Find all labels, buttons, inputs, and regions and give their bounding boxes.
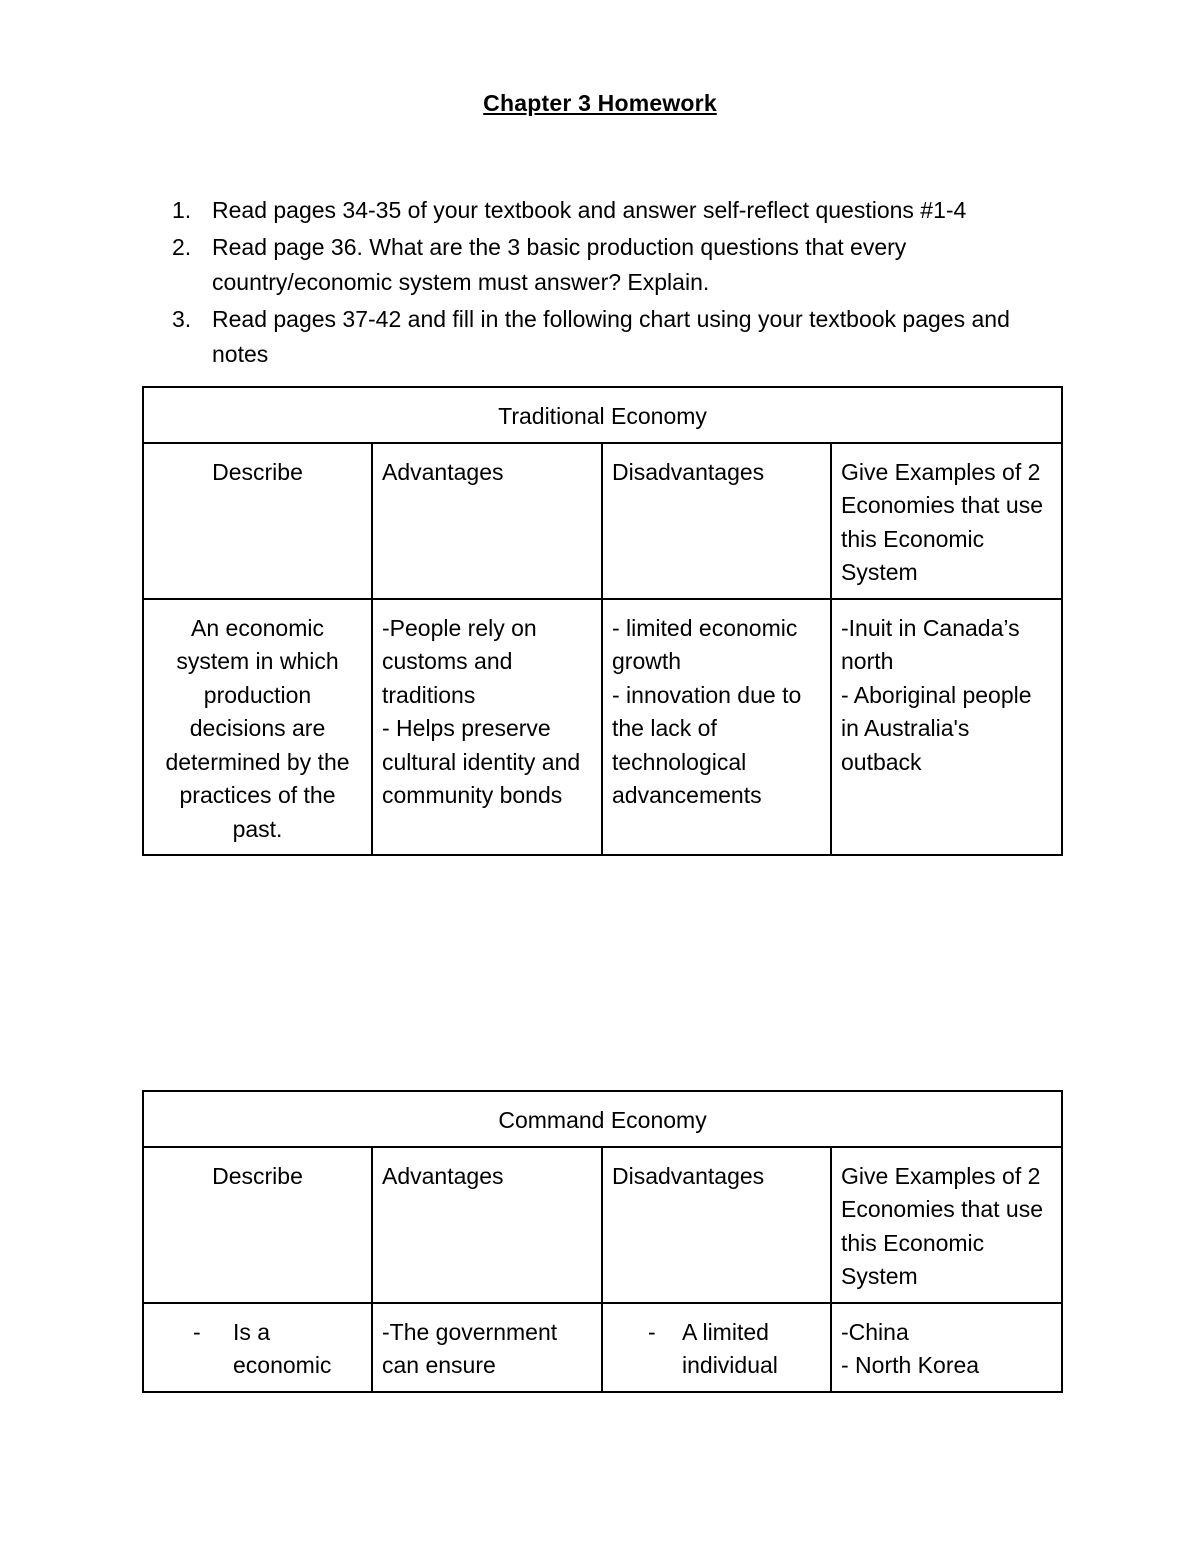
examples-cell <box>831 599 1062 856</box>
question-list <box>172 193 1052 374</box>
examples-cell <box>831 1303 1062 1392</box>
disadvantage-item: - limited economic growth <box>612 614 798 674</box>
question-number: 2. <box>172 234 192 260</box>
example-item: -China <box>841 1318 909 1345</box>
question-item <box>172 230 1052 300</box>
column-header-examples: Give Examples of 2 Economies that use this Economic System <box>831 443 1062 599</box>
bullet-dash: - <box>193 1318 201 1345</box>
advantages-cell: -The government can ensure <box>372 1303 602 1392</box>
example-item: - North Korea <box>841 1352 980 1378</box>
table-heading: Command Economy <box>143 1091 1062 1147</box>
bullet-dash: - <box>648 1318 656 1345</box>
question-item <box>172 302 1052 372</box>
column-header-disadvantages: Disadvantages <box>602 1147 831 1303</box>
column-header-advantages: Advantages <box>372 1147 602 1303</box>
traditional-economy-table <box>142 386 1063 856</box>
column-header-describe: Describe <box>143 443 372 599</box>
column-header-advantages: Advantages <box>372 443 602 599</box>
example-item: - Aboriginal people in Australia's outback <box>841 681 1032 775</box>
example-item: -Inuit in Canada’s north <box>841 614 1020 674</box>
question-text: Read pages 37-42 and fill in the following chart using your textbook pages and notes <box>212 306 1010 367</box>
question-item <box>172 193 1052 228</box>
advantages-cell <box>372 599 602 856</box>
describe-cell <box>143 1303 372 1392</box>
question-number: 1. <box>172 197 192 223</box>
disadvantages-text: A limited individual <box>682 1318 778 1378</box>
question-number: 3. <box>172 306 192 332</box>
table-heading: Traditional Economy <box>143 387 1062 443</box>
page-title: Chapter 3 Homework <box>483 90 717 116</box>
describe-text: Is a economic <box>233 1318 332 1378</box>
disadvantages-cell <box>602 599 831 856</box>
column-header-examples: Give Examples of 2 Economies that use this Economic System <box>831 1147 1062 1303</box>
disadvantages-cell <box>602 1303 831 1392</box>
column-header-disadvantages: Disadvantages <box>602 443 831 599</box>
advantage-item: -People rely on customs and traditions <box>382 614 537 708</box>
command-economy-table <box>142 1090 1063 1393</box>
column-header-describe: Describe <box>143 1147 372 1303</box>
question-text: Read pages 34-35 of your textbook and answer self-reflect questions #1-4 <box>212 197 967 223</box>
question-text: Read page 36. What are the 3 basic production questions that every country/economic system must answer? Explain. <box>212 234 907 295</box>
describe-cell: An economic system in which production decisions are determined by the practices of the past. <box>143 599 372 856</box>
advantage-item: - Helps preserve cultural identity and community bonds <box>382 715 581 808</box>
disadvantage-item: - innovation due to the lack of technological advancements <box>612 681 802 808</box>
